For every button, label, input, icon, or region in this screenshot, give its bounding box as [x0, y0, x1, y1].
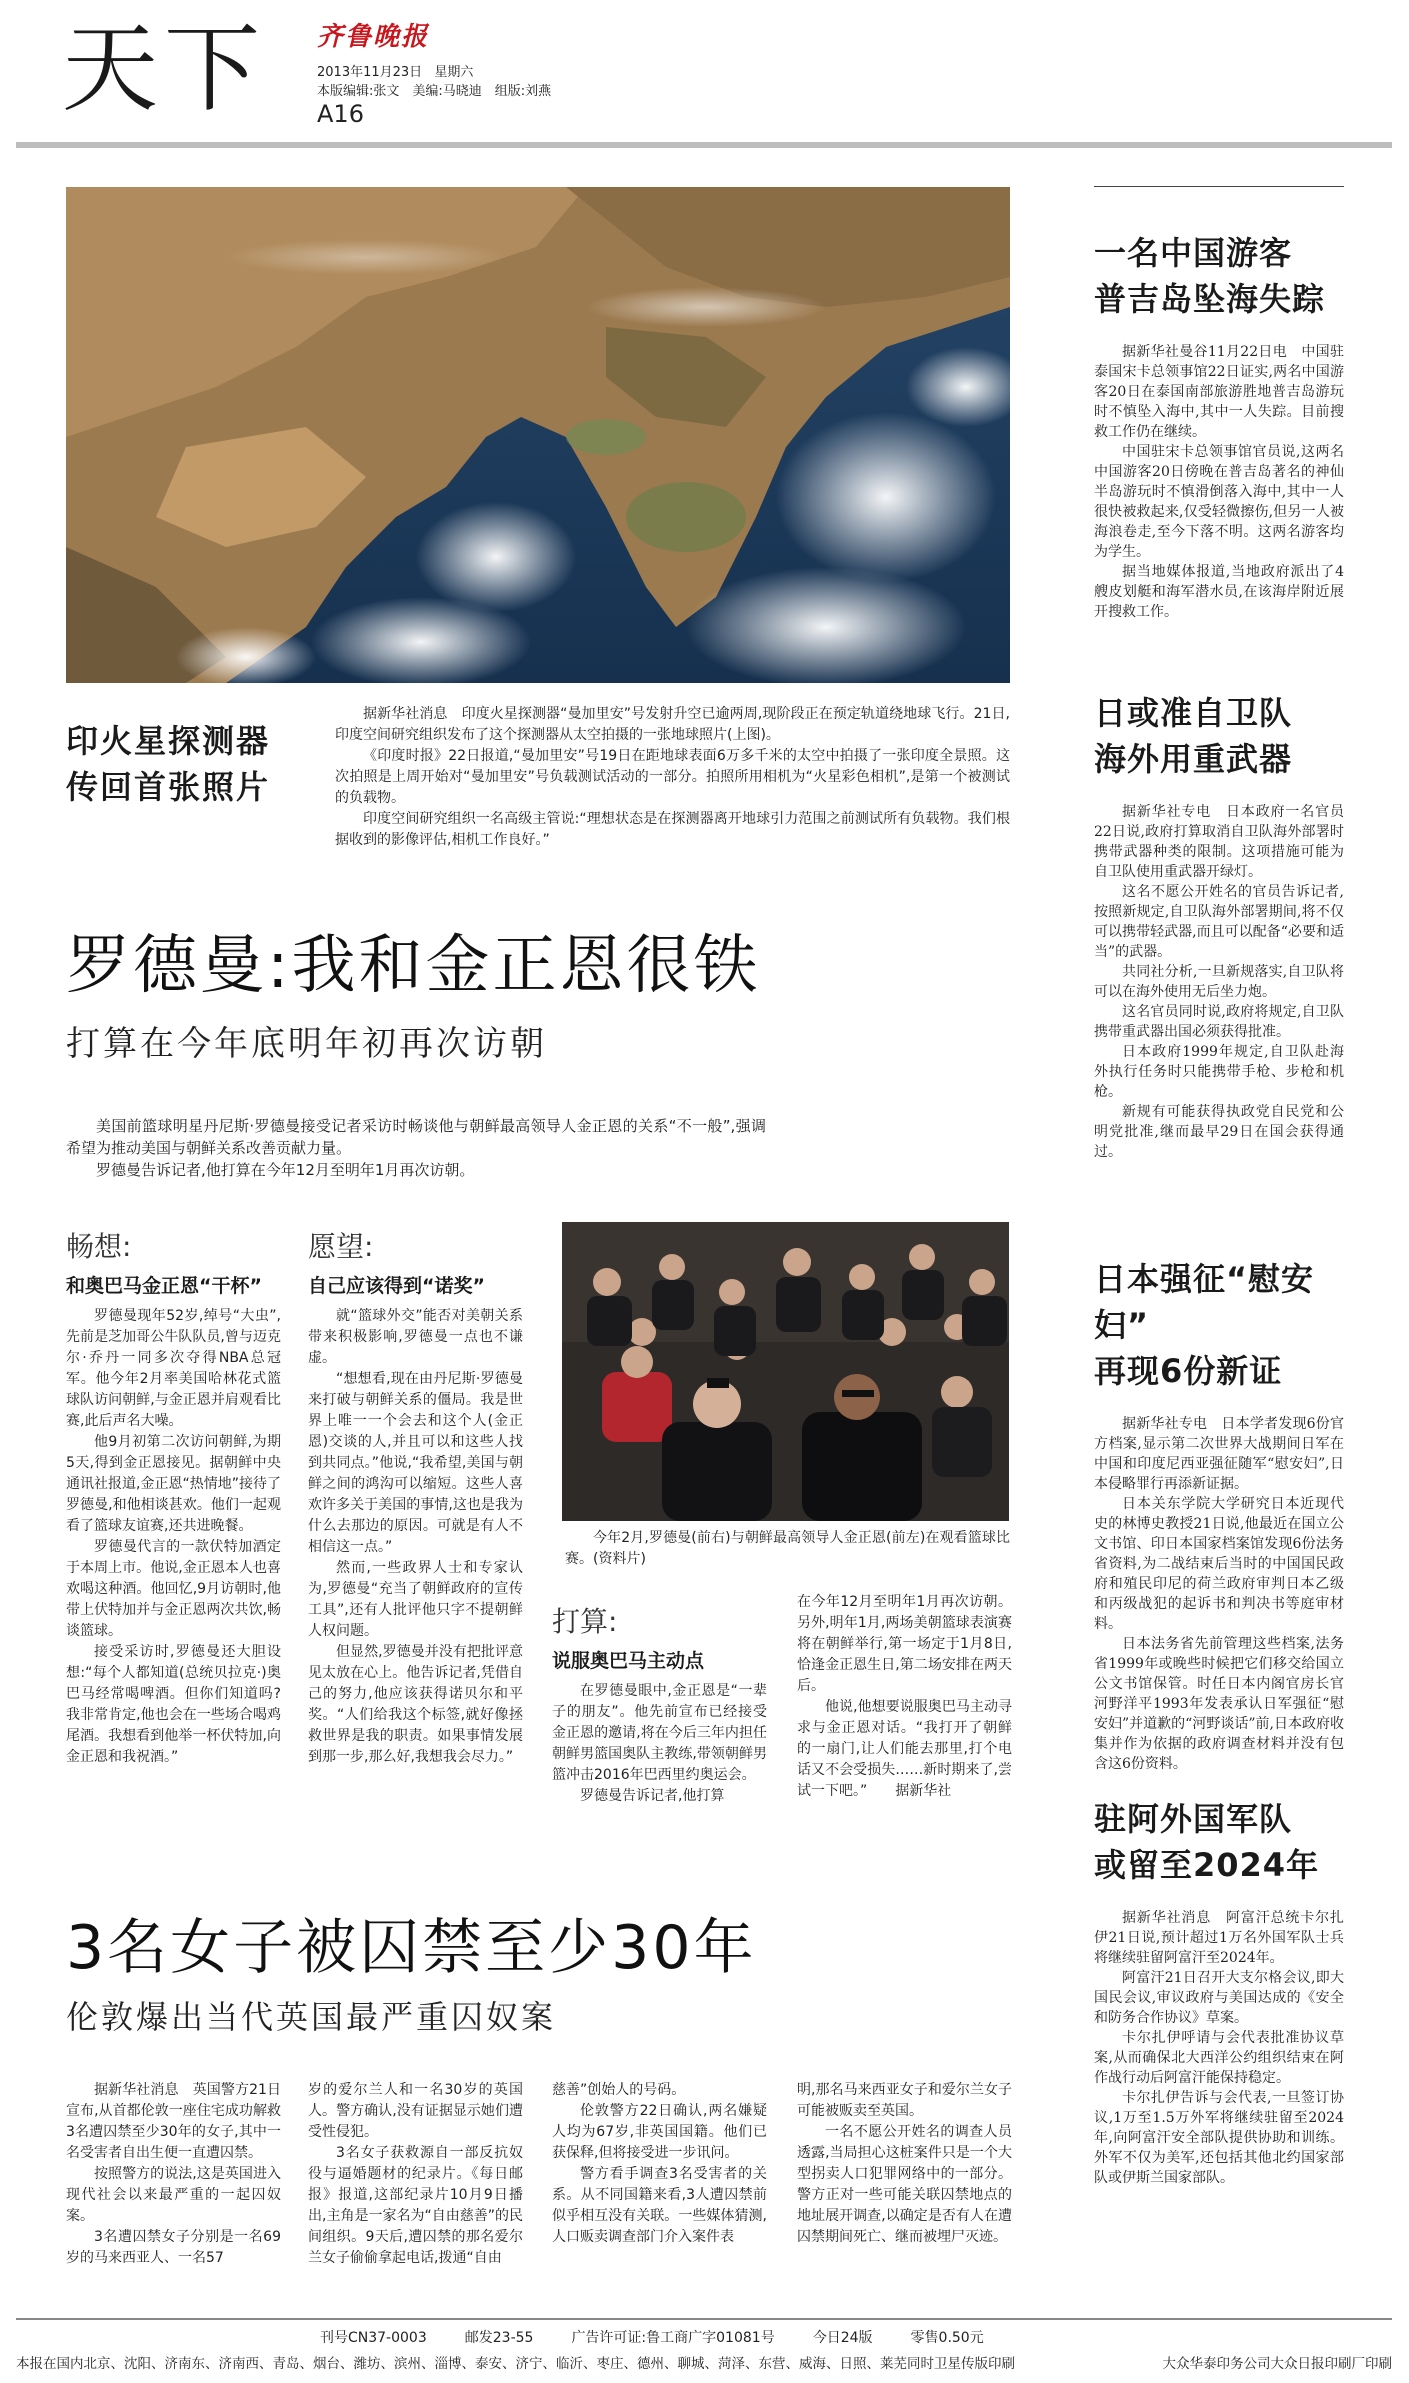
column-4-paragraph: 在今年12月至明年1月再次访朝。另外,明年1月,两场美朝篮球表演赛将在朝鲜举行,第一场定于1月8日,恰逢金正恩生日,第二场安排在两天后。 [797, 1594, 1012, 1694]
sidebar-headline-line2: 或留至2024年 [1094, 1846, 1320, 1884]
column-1-paragraph: 罗德曼现年52岁,绰号“大虫”,先前是芝加哥公牛队队员,曾与迈克尔·乔丹一同多次夺得NBA总冠军。他今年2月率美国哈林花式篮球队访问朝鲜,与金正恩并肩观看比赛,此后声名大噪。 [66, 1308, 281, 1429]
satellite-paragraph: 印度空间研究组织一名高级主管说:“理想状态是在探测器离开地球引力范围之前测试所有负载物。我们根据收到的影像评估,相机工作良好。” [335, 811, 1010, 848]
sidebar-paragraph: 阿富汗21日召开大支尔格会议,即大国民会议,审议政府与美国达成的《安全和防务合作协议》草案。 [1094, 1970, 1344, 2026]
issue-weekday: 星期六 [434, 65, 474, 80]
uk-paragraph: 慈善”创始人的号码。 [552, 2082, 686, 2098]
rodman-column-3 [552, 1600, 767, 1807]
rodman-column-4 [797, 1592, 1012, 1802]
rodman-photo-caption: 今年2月,罗德曼(前右)与朝鲜最高领导人金正恩(前左)在观看篮球比赛。(资料片) [565, 1530, 1010, 1567]
sidebar-headline-line1: 驻阿外国军队 [1094, 1800, 1293, 1838]
uk-column-3 [552, 2080, 767, 2248]
sidebar-story-comfort-women [1094, 1256, 1344, 1796]
sidebar-paragraph: 这名官员同时说,政府将规定,自卫队携带重武器出国必须获得批准。 [1094, 1004, 1344, 1040]
column-3-subtitle: 说服奥巴马主动点 [552, 1650, 705, 1672]
page-number: A16 [317, 100, 364, 128]
sidebar-paragraph: 日本关东学院大学研究日本近现代史的林博史教授21日说,他最近在国立公文书馆、印日本国家档案馆发现6份法务省资料,为二战结束后当时的中国国民政府和殖民印尼的荷兰政府审判日本乙级和丙级战犯的起诉书和判决书等庭审材料。 [1094, 1496, 1344, 1632]
sidebar-headline-line2: 普吉岛坠海失踪 [1094, 280, 1326, 318]
satellite-photo [66, 187, 1010, 683]
uk-headline: 3名女子被囚禁至少30年 [66, 1913, 757, 1983]
column-2-paragraph: 然而,一些政界人士和专家认为,罗德曼“充当了朝鲜政府的宣传工具”,还有人批评他只字不提朝鲜人权问题。 [308, 1560, 523, 1639]
sidebar-paragraph: 日本政府1999年规定,自卫队赴海外执行任务时只能携带手枪、步枪和机枪。 [1094, 1044, 1344, 1100]
satellite-story-body [335, 704, 1010, 851]
uk-paragraph: 伦敦警方22日确认,两名嫌疑人均为67岁,非英国国籍。他们已获保释,但将接受进一步讯问。 [552, 2103, 767, 2161]
issue-date: 2013年11月23日 [317, 65, 423, 80]
satellite-story-headline [66, 718, 316, 810]
sidebar-headline [1094, 1256, 1344, 1394]
rodman-lead-paragraph: 罗德曼告诉记者,他打算在今年12月至明年1月再次访朝。 [96, 1161, 475, 1179]
sidebar-headline-line1: 日或准自卫队 [1094, 694, 1293, 732]
uk-subhead: 伦敦爆出当代英国最严重囚奴案 [66, 1998, 557, 2036]
sidebar-story-sdf [1094, 690, 1344, 1256]
sidebar-headline-line1: 日本强征“慰安妇” [1094, 1260, 1315, 1344]
sidebar-paragraph: 这名不愿公开姓名的官员告诉记者,按照新规定,自卫队海外部署期间,将不仅可以携带轻武器,而且可以配备“必要和适当”的武器。 [1094, 884, 1344, 960]
footer-print-note: 本报在国内北京、沈阳、济南东、济南西、青岛、烟台、潍坊、滨州、淄博、泰安、济宁、临沂、枣庄、德州、聊城、菏泽、东营、威海、日照、莱芜同时卫星传版印刷 [16, 2356, 1015, 2372]
editor-credits: 本版编辑:张文 美编:马晓迪 组版:刘燕 [317, 84, 552, 99]
column-1-paragraph: 接受采访时,罗德曼还大胆设想:“每个人都知道(总统贝拉克·)奥巴马经常喝啤酒。但你们知道吗?我非常肯定,他也会在一些场合喝鸡尾酒。我想看到他举一杯伏特加,向金正恩和我祝酒。” [66, 1644, 281, 1765]
satellite-paragraph: 《印度时报》22日报道,“曼加里安”号19日在距地球表面6万多千米的太空中拍摄了一张印度全景照。这次拍照是上周开始对“曼加里安”号负载测试活动的一部分。拍照所用相机为“火星彩色相机”,是第一个被测试的负载物。 [335, 748, 1010, 806]
sidebar-headline [1094, 1796, 1344, 1888]
uk-paragraph: 3名遭囚禁女子分别是一名69岁的马来西亚人、一名57 [66, 2229, 281, 2266]
issue-date-line [317, 61, 473, 80]
sidebar-story-tourist [1094, 230, 1344, 690]
rodman-column-1 [66, 1225, 281, 1768]
column-3-paragraph: 在罗德曼眼中,金正恩是“一辈子的朋友”。他先前宣布已经接受金正恩的邀请,将在今后三年内担任朝鲜男篮国奥队主教练,带领朝鲜男篮冲击2016年巴西里约奥运会。 [552, 1683, 767, 1783]
sidebar-headline-line2: 再现6份新证 [1094, 1352, 1283, 1390]
column-3-paragraph: 罗德曼告诉记者,他打算 [580, 1788, 725, 1804]
uk-paragraph: 警方看手调查3名受害者的关系。从不同国籍来看,3人遭囚禁前似乎相互没有关联。一些媒体猜测,人口贩卖调查部门介入案件表 [552, 2166, 767, 2245]
uk-paragraph: 岁的爱尔兰人和一名30岁的英国人。警方确认,没有证据显示她们遭受性侵犯。 [308, 2082, 523, 2140]
sidebar-paragraph: 卡尔扎伊呼请与会代表批准协议草案,从而确保北大西洋公约组织结束在阿作战行动后阿富汗能保持稳定。 [1094, 2030, 1344, 2086]
column-2-subtitle: 自己应该得到“诺奖” [308, 1275, 485, 1297]
uk-column-1 [66, 2080, 281, 2269]
sidebar-paragraph: 据当地媒体报道,当地政府派出了4艘皮划艇和海军潜水员,在该海岸附近展开搜救工作。 [1094, 564, 1344, 620]
rodman-lead [66, 1115, 766, 1181]
sidebar-headline-line1: 一名中国游客 [1094, 234, 1293, 272]
sidebar-paragraph: 据新华社专电 日本政府一名官员22日说,政府打算取消自卫队海外部署时携带武器种类的限制。这项措施可能为自卫队使用重武器开绿灯。 [1094, 804, 1344, 880]
footer-rule [16, 2318, 1392, 2320]
rodman-subhead: 打算在今年底明年初再次访朝 [66, 1024, 547, 1064]
sidebar [1094, 230, 1344, 2188]
sidebar-paragraph: 中国驻宋卡总领事馆官员说,这两名中国游客20日傍晚在普吉岛著名的神仙半岛游玩时不慎滑倒落入海中,其中一人很快被救起来,仅受轻微擦伤,但另一人被海浪卷走,至今下落不明。这两名游客均为学生。 [1094, 444, 1344, 560]
sidebar-story-afghanistan [1094, 1796, 1344, 2188]
sidebar-headline [1094, 230, 1344, 322]
sidebar-top-rule [1094, 186, 1344, 187]
rodman-lead-paragraph: 美国前篮球明星丹尼斯·罗德曼接受记者采访时畅谈他与朝鲜最高领导人金正恩的关系“不一般”,强调希望为推动美国与朝鲜关系改善贡献力量。 [66, 1117, 766, 1157]
footer-issn: 刊号CN37-0003 [320, 2330, 427, 2346]
uk-paragraph: 按照警方的说法,这是英国进入现代社会以来最严重的一起囚奴案。 [66, 2166, 281, 2224]
footer-page-count: 今日24版 [812, 2330, 873, 2346]
column-1-label: 畅想: [66, 1230, 132, 1263]
sidebar-paragraph: 据新华社专电 日本学者发现6份官方档案,显示第二次世界大战期间日军在中国和印度尼西亚强征随军“慰安妇”,日本侵略罪行再添新证据。 [1094, 1416, 1344, 1492]
masthead-rule [16, 142, 1392, 148]
sidebar-paragraph: 新规有可能获得执政党自民党和公明党批准,继而最早29日在国会获得通过。 [1094, 1104, 1344, 1160]
footer-info-line [320, 2327, 1120, 2347]
column-3-label: 打算: [552, 1605, 618, 1638]
satellite-paragraph: 据新华社消息 印度火星探测器“曼加里安”号发射升空已逾两周,现阶段正在预定轨道绕地球飞行。21日,印度空间研究组织发布了这个探测器从太空拍摄的一张地球照片(上图)。 [335, 706, 1010, 743]
footer-printer: 大众华泰印务公司大众日报印刷厂印刷 [1162, 2356, 1392, 2372]
sidebar-headline [1094, 690, 1344, 782]
earth-from-space-image [66, 187, 1010, 683]
uk-paragraph: 一名不愿公开姓名的调查人员透露,当局担心这桩案件只是一个大型拐卖人口犯罪网络中的一部分。警方正对一些可能关联囚禁地点的地址展开调查,以确定是否有人在遭囚禁期间死亡、继而被埋尸灭迹。 [797, 2124, 1012, 2245]
footer-price: 零售0.50元 [910, 2330, 984, 2346]
sidebar-paragraph: 日本法务省先前管理这些档案,法务省1999年或晚些时候把它们移交给国立公文书馆保管。时任日本内阁官房长官河野洋平1993年发表承认日军强征“慰安妇”并道歉的“河野谈话”前,日本政府收集并作为依据的政府调查材料并没有包含这6份资料。 [1094, 1636, 1344, 1772]
column-4-paragraph: 他说,他想要说服奥巴马主动寻求与金正恩对话。“我打开了朝鲜的一扇门,让人们能去那里,打个电话又不会受损失……新时期来了,尝试一下吧。” 据新华社 [797, 1699, 1012, 1799]
column-1-paragraph: 罗德曼代言的一款伏特加酒定于本周上市。他说,金正恩本人也喜欢喝这种酒。他回忆,9月访朝时,他带上伏特加并与金正恩两次共饮,畅谈篮球。 [66, 1539, 281, 1639]
column-1-subtitle: 和奥巴马金正恩“干杯” [66, 1275, 262, 1297]
rodman-headline: 罗德曼:我和金正恩很铁 [66, 929, 761, 1003]
sidebar-paragraph: 据新华社曼谷11月22日电 中国驻泰国宋卡总领事馆22日证实,两名中国游客20日在泰国南部旅游胜地普吉岛游玩时不慎坠入海中,其中一人失踪。目前搜救工作仍在继续。 [1094, 344, 1344, 440]
uk-paragraph: 明,那名马来西亚女子和爱尔兰女子可能被贩卖至英国。 [797, 2082, 1012, 2119]
sidebar-paragraph: 卡尔扎伊告诉与会代表,一旦签订协议,1万至1.5万外军将继续驻留至2024年,向阿富汗安全部队提供协助和训练。外军不仅为美军,还包括其他北约国家部队或伊斯兰国家部队。 [1094, 2090, 1344, 2186]
column-2-label: 愿望: [308, 1230, 374, 1263]
rodman-photo [562, 1222, 1009, 1521]
uk-paragraph: 据新华社消息 英国警方21日宣布,从首都伦敦一座住宅成功解救3名遭囚禁至少30年的女子,其中一名受害者自出生便一直遭囚禁。 [66, 2082, 281, 2161]
basketball-game-crowd-image [562, 1222, 1009, 1521]
satellite-headline-line2: 传回首张照片 [66, 768, 271, 806]
section-title: 天下 [62, 13, 266, 125]
footer-postal-code: 邮发23-55 [464, 2330, 534, 2346]
masthead [0, 0, 1409, 150]
satellite-headline-line1: 印火星探测器 [66, 722, 271, 760]
footer-ad-license: 广告许可证:鲁工商广字01081号 [571, 2330, 775, 2346]
column-2-paragraph: 就“篮球外交”能否对美朝关系带来积极影响,罗德曼一点也不谦虚。 [308, 1308, 523, 1366]
sidebar-paragraph: 据新华社消息 阿富汗总统卡尔扎伊21日说,预计超过1万名外国军队士兵将继续驻留阿富汗至2024年。 [1094, 1910, 1344, 1966]
paper-name-logo: 齐鲁晚报 [317, 22, 430, 52]
sidebar-headline-line2: 海外用重武器 [1094, 740, 1293, 778]
rodman-column-2 [308, 1225, 523, 1768]
column-2-paragraph: “想想看,现在由丹尼斯·罗德曼来打破与朝鲜关系的僵局。我是世界上唯一一个会去和这个人(金正恩)交谈的人,并且可以和这些人找到共同点。”他说,“我希望,美国与朝鲜之间的鸿沟可以缩短。这些人喜欢许多关于美国的事情,这也是我为什么去那边的原因。可就是有人不相信这一点。” [308, 1371, 523, 1555]
uk-column-2 [308, 2080, 523, 2269]
column-2-paragraph: 但显然,罗德曼并没有把批评意见太放在心上。他告诉记者,凭借自己的努力,他应该获得诺贝尔和平奖。“人们给我这个标签,就好像拯救世界是我的职责。如果事情发展到那一步,那么好,我想我会尽力。” [308, 1644, 523, 1765]
uk-paragraph: 3名女子获救源自一部反抗奴役与逼婚题材的纪录片。《每日邮报》报道,这部纪录片10月9日播出,主角是一家名为“自由慈善”的民间组织。9天后,遭囚禁的那名爱尔兰女子偷偷拿起电话,拨通“自由 [308, 2145, 523, 2266]
sidebar-paragraph: 共同社分析,一旦新规落实,自卫队将可以在海外使用无后坐力炮。 [1094, 964, 1344, 1000]
column-1-paragraph: 他9月初第二次访问朝鲜,为期5天,得到金正恩接见。据朝鲜中央通讯社报道,金正恩“热情地”接待了罗德曼,和他相谈甚欢。他们一起观看了篮球友谊赛,还共进晚餐。 [66, 1434, 281, 1534]
uk-column-4 [797, 2080, 1012, 2248]
